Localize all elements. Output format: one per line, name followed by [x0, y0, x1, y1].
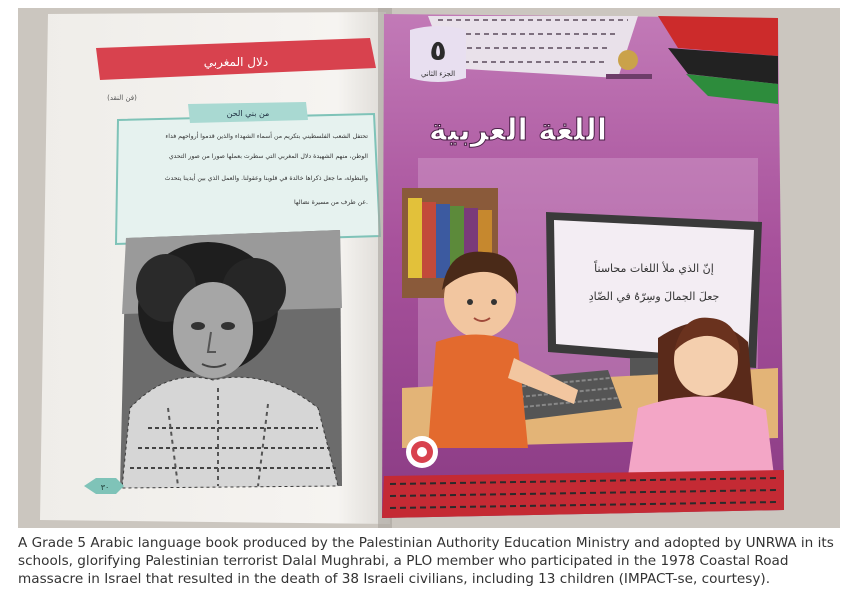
textbook-photo — [18, 8, 840, 528]
grade-number: ٥ — [429, 34, 447, 67]
screen-line-1: إنّ الذي ملأ اللغات محاسناً — [594, 262, 714, 275]
box-title: من بني الحن — [226, 109, 270, 118]
part-label: الجزء الثاني — [420, 70, 456, 78]
page-header-title: دلال المغربي — [203, 55, 269, 69]
left-page — [40, 12, 390, 524]
book-title: اللغة العربية — [428, 113, 608, 148]
intro-line-1: تحتفل الشعب الفلسطيني بتكريم من أسماء الشهداء والذين قدموا أرواحهم فداء — [165, 133, 368, 140]
screen-line-2: جعلَ الجمالَ وسِرّهُ في الضّادِ — [588, 290, 720, 303]
intro-line-4: عن طرف من مسيرة نضالها. — [294, 199, 368, 206]
book-cover — [382, 14, 784, 518]
photo-caption: A Grade 5 Arabic language book produced by the Palestinian Authority Education Ministry and adopted by UNRWA in its schools, glorifying Palestinian terrorist Dalal Mughrabi, a PLO member who participated in the 1978 Coastal Road massacre in Israel that resulted in the death of 38 Israeli civilians, including 13 children (IMPACT-se, courtesy). — [18, 535, 834, 587]
intro-line-2: الوطن، منهم الشهيدة دلال المغربي التي سطرت بعملها صورا من صور التحدي — [168, 153, 368, 160]
page-label: (فن النقد) — [107, 94, 137, 102]
page-number: ٣٠ — [100, 483, 110, 492]
intro-line-3: والبطولة، ما جعل ذكراها خالدة في قلوبنا وعقولنا. والعمل الذي بين أيدينا يتحدث — [164, 175, 368, 182]
portrait-photo — [120, 230, 342, 488]
